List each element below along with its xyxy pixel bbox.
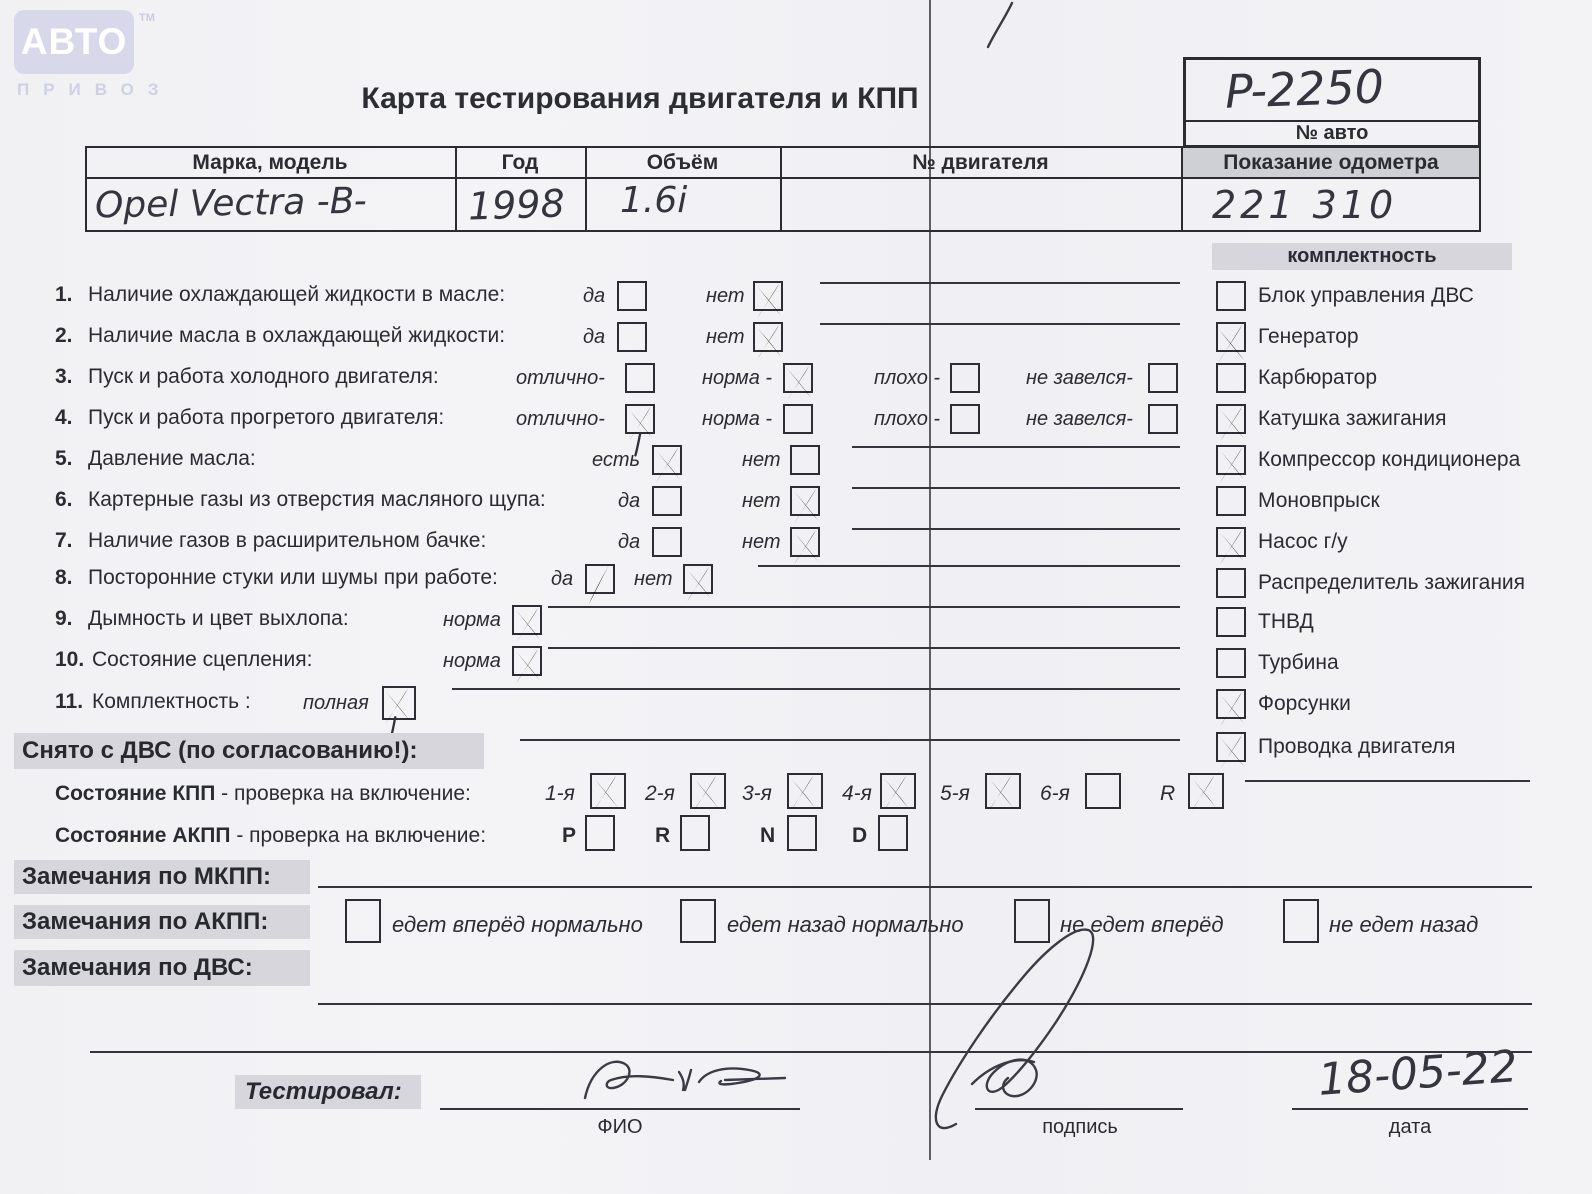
answer-blank-line[interactable] <box>852 446 1180 448</box>
checkbox-gear-r[interactable] <box>1188 773 1224 809</box>
tester-signature <box>928 922 1164 1140</box>
auto-number-value: P-2250 <box>1224 59 1385 119</box>
checkbox-turbine[interactable] <box>1216 648 1246 678</box>
checklist-item-label: Генератор <box>1258 325 1359 348</box>
option-label-no: нет <box>742 531 781 553</box>
kpp-blank-line[interactable] <box>1245 780 1530 782</box>
check-mark <box>580 558 624 606</box>
checkbox-akpp-n[interactable] <box>787 815 817 851</box>
option-label-yes: да <box>618 531 641 553</box>
dvs-remarks-line-1[interactable] <box>318 1003 1532 1005</box>
checkbox-q8-no[interactable] <box>683 564 713 594</box>
date-value: 18-05-22 <box>1316 1041 1520 1106</box>
answer-blank-line[interactable] <box>820 323 1180 325</box>
question-number: 1. <box>55 283 73 306</box>
question-number: 11. <box>55 690 84 713</box>
question-number: 8. <box>55 566 73 589</box>
checklist-item-label: Блок управления ДВС <box>1258 284 1474 307</box>
question-number: 10. <box>55 648 85 671</box>
check-mark <box>782 767 826 815</box>
checkbox-injectors[interactable] <box>1216 689 1246 719</box>
checklist-item-label: Турбина <box>1258 651 1339 674</box>
checkbox-gear-2[interactable] <box>690 773 726 809</box>
option-label-present: есть <box>592 449 641 471</box>
akpp-option-label: едет вперёд нормально <box>392 912 643 937</box>
option-label-yes: да <box>618 490 641 512</box>
checkbox-gear-5[interactable] <box>985 773 1021 809</box>
checkbox-akpp-d[interactable] <box>878 815 908 851</box>
check-mark <box>585 767 629 815</box>
checkbox-carburetor[interactable] <box>1216 363 1246 393</box>
checkbox-ignition-coil[interactable] <box>1216 404 1246 434</box>
checkbox-q3-excellent[interactable] <box>625 363 655 393</box>
remarks-mkpp-header: Замечания по МКПП: <box>14 860 310 894</box>
col-header-year: Год <box>501 151 539 174</box>
tested-by-header: Тестировал: <box>235 1075 421 1109</box>
gear-label-n: N <box>760 824 776 847</box>
checkbox-power-steering-pump[interactable] <box>1216 527 1246 557</box>
checkbox-q9-normal[interactable] <box>512 605 542 635</box>
question-number: 6. <box>55 488 73 511</box>
check-mark <box>685 767 729 815</box>
answer-blank-line[interactable] <box>852 528 1180 530</box>
option-label-full: полная <box>303 692 369 714</box>
kpp-check-label: Состояние КПП <box>55 782 216 805</box>
check-mark <box>647 439 691 487</box>
checklist-item-label: Проводка двигателя <box>1258 735 1456 758</box>
vehicle-table-row-divider <box>85 177 1481 179</box>
question-text: Пуск и работа прогретого двигателя: <box>88 406 445 429</box>
gear-label: 4-я <box>842 782 872 805</box>
checkbox-ignition-distributor[interactable] <box>1216 568 1246 598</box>
checkbox-gear-3[interactable] <box>787 773 823 809</box>
option-label-bad: плохо - <box>874 408 941 430</box>
question-number: 3. <box>55 365 73 388</box>
answer-blank-line[interactable] <box>548 606 1180 608</box>
remarks-dvs-header: Замечания по ДВС: <box>14 950 310 986</box>
checkbox-q4-no-start[interactable] <box>1148 404 1178 434</box>
checkbox-ecu[interactable] <box>1216 281 1246 311</box>
akpp-option-label: едет назад нормально <box>727 912 964 937</box>
option-label-normal: норма <box>443 650 501 672</box>
checklist-item-label: Компрессор кондиционера <box>1258 448 1521 471</box>
question-number: 4. <box>55 406 73 429</box>
gear-label: 6-я <box>1040 782 1070 805</box>
checkbox-mono-injection[interactable] <box>1216 486 1246 516</box>
check-mark <box>980 767 1024 815</box>
checkbox-no-drive-backward[interactable] <box>1283 899 1319 943</box>
checkbox-q2-no[interactable] <box>753 322 783 352</box>
question-number: 2. <box>55 324 73 347</box>
date-label: дата <box>1388 1116 1432 1138</box>
fio-label: ФИО <box>597 1116 643 1138</box>
checkbox-q2-yes[interactable] <box>617 322 647 352</box>
date-line[interactable] <box>1292 1108 1528 1110</box>
question-text: Пуск и работа холодного двигателя: <box>88 365 439 388</box>
col-header-odometer: Показание одометра <box>1223 151 1439 174</box>
answer-blank-line[interactable] <box>758 565 1180 567</box>
signature-label: подпись <box>1042 1116 1118 1138</box>
col-header-make-model: Марка, модель <box>192 151 348 174</box>
option-label-yes: да <box>583 326 606 348</box>
question-text: Наличие масла в охлаждающей жидкости: <box>88 324 506 347</box>
checkbox-ac-compressor[interactable] <box>1216 445 1246 475</box>
question-text: Давление масла: <box>88 447 256 470</box>
question-number: 7. <box>55 529 73 552</box>
check-mark <box>1211 521 1255 569</box>
check-mark <box>1211 683 1255 731</box>
option-label-normal: норма - <box>702 408 773 430</box>
checkbox-q10-normal[interactable] <box>512 646 542 676</box>
question-text: Состояние сцепления: <box>92 648 313 671</box>
checkbox-q1-yes[interactable] <box>617 281 647 311</box>
value-year: 1998 <box>467 181 566 229</box>
gear-label-r: R <box>655 824 671 847</box>
value-odometer: 221 310 <box>1212 183 1398 227</box>
checkbox-engine-wiring[interactable] <box>1216 732 1246 762</box>
question-text: Картерные газы из отверстия масляного щупа: <box>88 488 546 511</box>
gear-label-p: P <box>562 824 577 847</box>
checkbox-q4-bad[interactable] <box>950 404 980 434</box>
akpp-check-label-rest: - проверка на включение: <box>230 824 487 847</box>
checkbox-injection-pump[interactable] <box>1216 607 1246 637</box>
completeness-header: комплектность <box>1212 243 1512 270</box>
trademark-symbol: TM <box>139 12 155 24</box>
checkbox-akpp-r[interactable] <box>680 815 710 851</box>
option-label-no: нет <box>634 568 673 590</box>
brand-subtitle: ПРИВОЗ <box>17 80 173 99</box>
akpp-option-label: не едет вперёд <box>1060 912 1224 937</box>
answer-blank-line[interactable] <box>548 647 1180 649</box>
option-label-no-start: не завелся- <box>1026 408 1133 430</box>
value-volume: 1.6i <box>620 180 688 221</box>
answer-blank-line[interactable] <box>852 487 1180 489</box>
checklist-item-label: Форсунки <box>1258 692 1351 715</box>
answer-blank-line[interactable] <box>452 688 1180 690</box>
auto-number-label: № авто <box>1295 122 1369 144</box>
question-text: Наличие газов в расширительном бачке: <box>88 529 487 552</box>
check-mark <box>785 521 829 569</box>
option-label-excellent: отлично- <box>516 367 605 389</box>
question-text: Дымность и цвет выхлопа: <box>88 607 349 630</box>
question-number: 5. <box>55 447 73 470</box>
option-label-no: нет <box>706 326 745 348</box>
gear-label: R <box>1160 782 1176 805</box>
check-mark <box>1183 767 1227 815</box>
akpp-option-label: не едет назад <box>1329 912 1479 937</box>
gear-label: 1-я <box>545 782 575 805</box>
check-mark <box>778 357 822 405</box>
checkbox-gear-4[interactable] <box>880 773 916 809</box>
checkbox-q7-yes[interactable] <box>652 527 682 557</box>
value-make-model: Opel Vectra -B- <box>94 180 368 227</box>
question-text: Наличие охлаждающей жидкости в масле: <box>88 283 506 306</box>
removed-blank-line[interactable] <box>520 739 1180 741</box>
checkbox-generator[interactable] <box>1216 322 1246 352</box>
option-label-bad: плохо - <box>874 367 941 389</box>
checkbox-gear-6[interactable] <box>1085 773 1121 809</box>
check-mark <box>748 316 792 364</box>
checkbox-q5-present[interactable] <box>652 445 682 475</box>
checkbox-q7-no[interactable] <box>790 527 820 557</box>
checkbox-q6-yes[interactable] <box>652 486 682 516</box>
remarks-akpp-header: Замечания по АКПП: <box>14 905 310 939</box>
option-label-no: нет <box>706 285 745 307</box>
akpp-check-label: Состояние АКПП <box>55 824 231 847</box>
tester-name-signature <box>575 1048 815 1116</box>
col-header-volume: Объём <box>646 151 719 174</box>
checkbox-q6-no[interactable] <box>790 486 820 516</box>
checkbox-q3-normal[interactable] <box>783 363 813 393</box>
checkbox-q4-normal[interactable] <box>783 404 813 434</box>
page-title: Карта тестирования двигателя и КПП <box>361 82 919 115</box>
question-text: Комплектность : <box>92 690 251 713</box>
option-label-no: нет <box>742 449 781 471</box>
checkbox-q4-excellent[interactable] <box>625 404 655 434</box>
question-number: 9. <box>55 607 73 630</box>
checklist-item-label: Моновпрыск <box>1258 489 1380 512</box>
removed-from-engine-header: Снято с ДВС (по согласованию!): <box>14 733 484 769</box>
check-mark <box>1207 315 1258 369</box>
col-header-engine-number: № двигателя <box>912 151 1049 174</box>
check-mark <box>875 767 919 815</box>
checklist-item-label: Распределитель зажигания <box>1258 571 1526 594</box>
answer-blank-line[interactable] <box>820 282 1180 284</box>
gear-label: 5-я <box>940 782 970 805</box>
kpp-check-label-rest: - проверка на включение: <box>215 782 471 805</box>
gear-label: 2-я <box>645 782 675 805</box>
checklist-item-label: Катушка зажигания <box>1258 407 1447 430</box>
checkbox-q1-no[interactable] <box>753 281 783 311</box>
gear-label-d: D <box>852 824 868 847</box>
question-text: Посторонние стуки или шумы при работе: <box>88 566 498 589</box>
option-label-normal: норма <box>443 609 501 631</box>
checkbox-q3-bad[interactable] <box>950 363 980 393</box>
checkbox-drives-forward[interactable] <box>345 899 381 943</box>
option-label-excellent: отлично- <box>516 408 605 430</box>
stray-pen-mark <box>980 0 1020 50</box>
gear-label: 3-я <box>742 782 772 805</box>
checklist-item-label: Насос г/у <box>1258 530 1348 553</box>
checkbox-gear-1[interactable] <box>590 773 626 809</box>
checkbox-q8-yes[interactable] <box>585 564 615 594</box>
brand-name: АВТО <box>20 21 128 62</box>
mkpp-remarks-line[interactable] <box>318 886 1532 888</box>
checkbox-akpp-p[interactable] <box>585 815 615 851</box>
checkbox-q3-no-start[interactable] <box>1148 363 1178 393</box>
checklist-item-label: ТНВД <box>1258 610 1314 633</box>
checkbox-drives-backward[interactable] <box>680 899 716 943</box>
option-label-yes: да <box>551 568 574 590</box>
check-mark <box>1211 439 1255 487</box>
check-mark <box>678 558 722 606</box>
brand-logo <box>14 10 134 74</box>
checkbox-q5-no[interactable] <box>790 445 820 475</box>
option-label-no: нет <box>742 490 781 512</box>
option-label-normal: норма - <box>702 367 773 389</box>
option-label-yes: да <box>583 285 606 307</box>
option-label-no-start: не завелся- <box>1026 367 1133 389</box>
checkbox-q11-full[interactable] <box>382 686 416 720</box>
check-mark <box>507 640 551 688</box>
checklist-item-label: Карбюратор <box>1258 366 1378 389</box>
